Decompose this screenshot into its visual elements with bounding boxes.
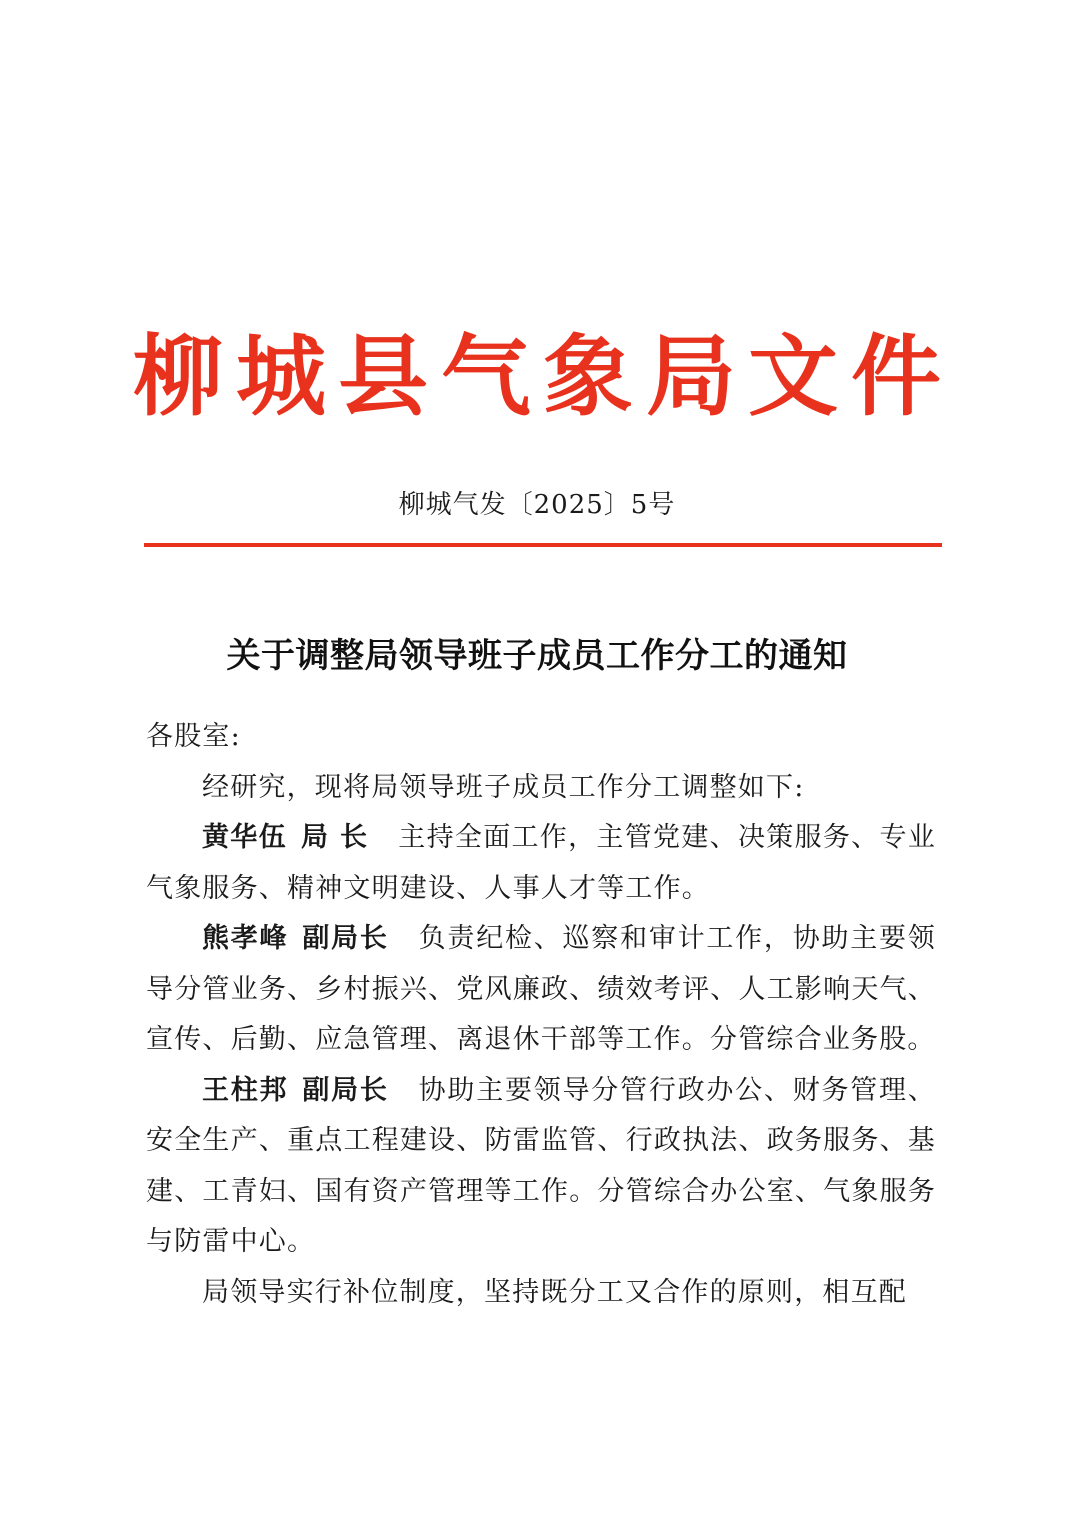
header-title-char: 件 [851,325,941,428]
red-divider-line [144,543,942,547]
header-title-char: 文 [748,325,839,428]
header-title-char: 气 [440,325,531,428]
document-header-title [130,322,944,432]
intro-paragraph: 经研究，现将局领导班子成员工作分工调整如下: [202,771,805,803]
header-title-char: 柳 [133,325,223,428]
notice-title: 关于调整局领导班子成员工作分工的通知 [226,636,848,676]
header-title-char: 县 [338,325,429,428]
leader-title: 副局长 [302,1074,389,1106]
leader-title: 副局长 [302,923,389,954]
header-title-char: 局 [645,325,736,428]
salutation: 各股室: [146,721,241,752]
closing-paragraph: 局领导实行补位制度，坚持既分工又合作的原则，相互配 [202,1276,907,1308]
header-title-char: 象 [543,325,634,428]
header-title-char: 城 [235,325,326,428]
notice-body [146,712,936,1318]
leader-duties: 协助主要领导分管行政办公、财务管理、安全生产、重点工程建设、防雷监管、行政执法、政务服务、基建、工青妇、国有资产管理等工作。分管综合办公室、气象服务与防雷中心。 [146,1074,936,1257]
leader-paragraph [146,813,936,914]
document-number: 柳城气发〔2025〕5号 [398,490,676,520]
leader-name: 黄华伍 [202,822,287,853]
leader-title: 局 长 [300,822,369,853]
leader-duties: 主持全面工作，主管党建、决策服务、专业气象服务、精神文明建设、人事人才等工作。 [146,822,936,904]
leader-paragraph [146,914,936,1066]
leader-duties: 负责纪检、巡察和审计工作，协助主要领导分管业务、乡村振兴、党风廉政、绩效考评、人工影响天气、宣传、后勤、应急管理、离退休干部等工作。分管综合业务股。 [146,923,936,1055]
leader-name: 王柱邦 [202,1074,289,1106]
leader-paragraph [146,1066,936,1268]
leader-name: 熊孝峰 [202,923,289,954]
